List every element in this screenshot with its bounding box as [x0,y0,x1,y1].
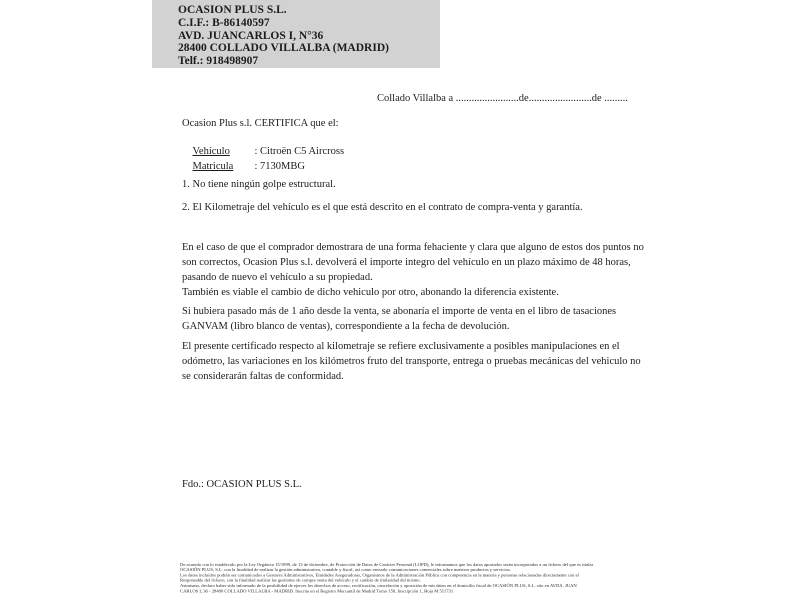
paragraph-refund-line: pasando de nuevo el vehículo a su propiedad. [182,272,373,283]
paragraph-exchange [182,285,559,300]
legal-line: Los datos incluidos podrán ser comunicados a Gestores Administrativos, Entidades Aseguradoras, Organismos de la Administración Pública con competencia en la materia y personas relacionadas directamente con el [180,572,579,578]
paragraph-ganvam-line: GANVAM (libro blanco de ventas), correspondiente a la fecha de devolución. [182,321,510,332]
legal-line: Asimismo, declaro haber sido informado de la posibilidad de ejercer los derechos de acceso, rectificación, cancelación y oposición de mis datos en el domicilio fiscal de OCASIÓN PLUS, S.L. sito en AVDA. JUAN [180,583,577,589]
paragraph-odometer-line: se considerarán faltas de conformidad. [182,371,344,382]
paragraph-ganvam-line: Si hubiera pasado más de 1 año desde la venta, se abonaría el importe de venta en el libro de tasaciones [182,306,617,317]
paragraph-odometer-line: odómetro, las variaciones en los kilómetros fruto del transporte, entrega o pruebas mecánicas del vehiculo no [182,356,641,367]
paragraph-odometer [182,339,641,384]
certify-intro: Ocasion Plus s.l. CERTIFICA que el: [182,118,339,129]
company-name: OCASION PLUS S.L. [178,4,287,16]
legal-notice [180,562,614,596]
paragraph-refund [182,240,644,285]
legal-line: OCASIÓN PLUS, S.L. con la finalidad de realizar la gestión administrativa, contable y fiscal, así como enviarle comunicaciones comerciales sobre nuestros productos y servicios. [180,567,511,573]
plate-label: Matricula [192,161,234,172]
vehicle-label: Vehículo [192,146,230,157]
company-city: 28400 COLLADO VILLALBA (MADRID) [178,42,389,55]
signature-line: Fdo.: OCASION PLUS S.L. [182,479,302,490]
paragraph-refund-line: son correctos, Ocasion Plus s.l. devolverá el importe integro del vehículo en un plazo máximo de 48 horas, [182,257,631,268]
plate-value: : 7130MBG [254,161,305,172]
date-line: Collado Villalba a ........................de........................de ......... [377,93,628,104]
company-cif: C.I.F.: B-86140597 [178,16,270,29]
company-phone: Telf.: 918498907 [178,55,259,68]
vehicle-value: : Citroën C5 Aircross [254,146,345,157]
point-1: 1. No tiene ningún golpe estructural. [182,179,336,190]
paragraph-ganvam [182,304,616,334]
legal-line: Responsable del fichero, con la finalidad realizar las gestiones de compra venta del vehículo y el cambio de titularidad del mismo. [180,578,421,584]
legal-line: CARLOS I, 36 - 28400 COLLADO VILLALBA - MADRID. Inscrita en el Registro Mercantil de Madrid Tomo 150, Inscripción 1, Hoja M 511731 [180,588,454,594]
legal-notice-text [180,562,617,594]
paragraph-odometer-line: El presente certificado respecto al kilometraje se refiere exclusivamente a posibles manipulaciones en el [182,341,620,352]
legal-line: De acuerdo con lo establecido por la Ley Orgánica 15/1999, de 13 de diciembre, de Protección de Datos de Carácter Personal (LOPD), le informamos que los datos aportados serán incorporados a un fichero del que es titular [180,562,594,568]
company-header-box [152,0,440,68]
paragraph-refund-line: En el caso de que el comprador demostrara de una forma fehaciente y clara que alguno de estos dos puntos no [182,242,644,253]
point-2: 2. El Kilometraje del vehículo es el que está descrito en el contrato de compra-venta y garantía. [182,202,583,213]
company-address: AVD. JUANCARLOS I, N°36 [178,29,324,42]
paragraph-exchange-line: También es viable el cambio de dicho vehiculo por otro, abonando la diferencia existente. [182,287,559,298]
